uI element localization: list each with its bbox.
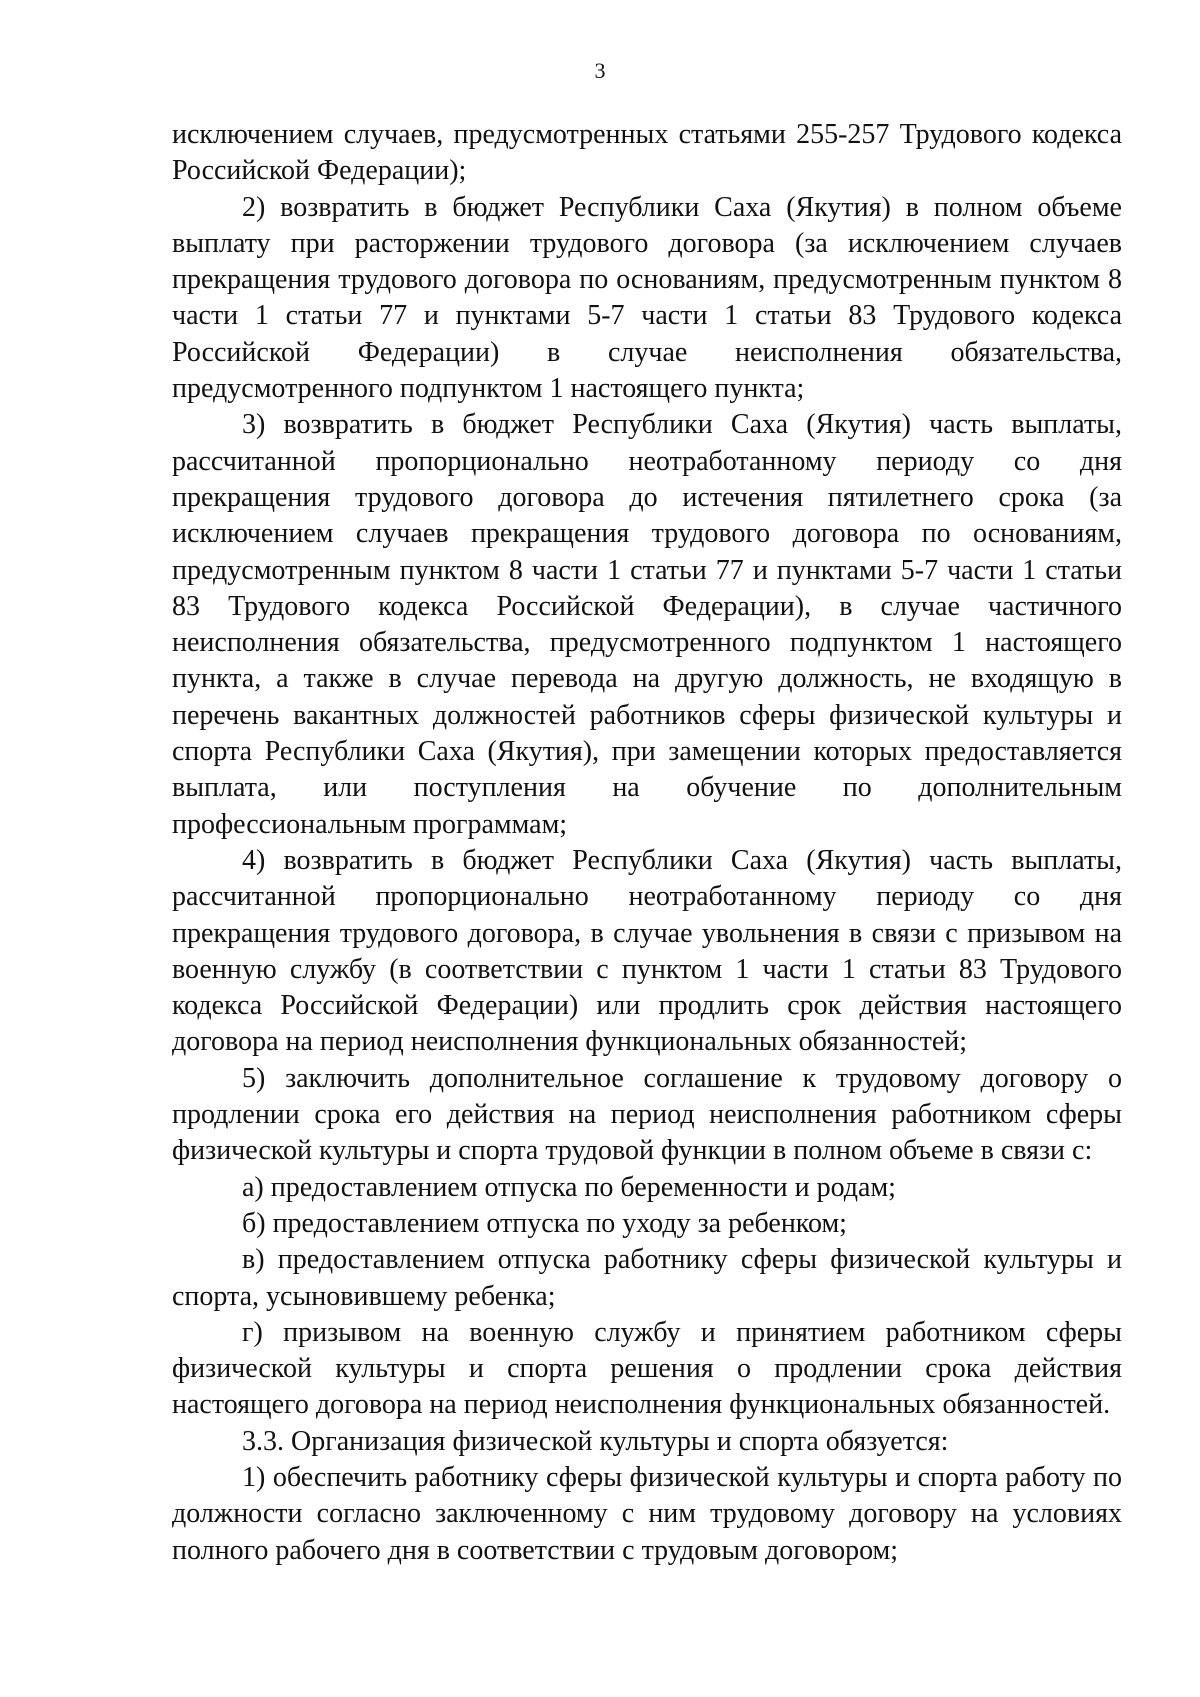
paragraph-subitem-b: б) предоставлением отпуска по уходу за ребенком; xyxy=(242,1207,847,1239)
paragraph-item-4: 4) возвратить в бюджет Республики Саха (Якутия) часть выплаты, рассчитанной пропорционально неотработанному периоду со дня прекращения трудового договора, в случае увольнения в связи с призывом на военную службу (в соответствии с пунктом 1 части 1 статьи 83 Трудового кодекса Российской Федерации) или продлить срок действия настоящего договора на период неисполнения функциональных обязанностей; xyxy=(172,844,1122,1058)
page-number: 3 xyxy=(594,58,606,83)
paragraph-continuation: исключением случаев, предусмотренных статьями 255-257 Трудового кодекса Российской Федерации); xyxy=(172,119,1122,187)
paragraph-item-5: 5) заключить дополнительное соглашение к трудовому договору о продлении срока его действия на период неисполнения работником сферы физической культуры и спорта трудовой функции в полном объеме в связи с: xyxy=(172,1062,1122,1167)
paragraph-subitem-g: г) призывом на военную службу и принятием работником сферы физической культуры и спорта решения о продлении срока действия настоящего договора на период неисполнения функциональных обязанностей. xyxy=(172,1316,1122,1421)
section-heading-3-3: 3.3. Организация физической культуры и спорта обязуется: xyxy=(242,1425,949,1457)
paragraph-item-2: 2) возвратить в бюджет Республики Саха (Якутия) в полном объеме выплату при расторжении трудового договора (за исключением случаев прекращения трудового договора по основаниям, предусмотренным пунктом 8 части 1 статьи 77 и пунктами 5-7 части 1 статьи 83 Трудового кодекса Российской Федерации) в случае неисполнения обязательства, предусмотренного подпунктом 1 настоящего пункта; xyxy=(172,191,1122,405)
paragraph-subitem-v: в) предоставлением отпуска работнику сферы физической культуры и спорта, усыновившему ребенка; xyxy=(172,1244,1122,1312)
paragraph-item-3: 3) возвратить в бюджет Республики Саха (Якутия) часть выплаты, рассчитанной пропорционально неотработанному периоду со дня прекращения трудового договора до истечения пятилетнего срока (за исключением случаев прекращения трудового договора по основаниям, предусмотренным пунктом 8 части 1 статьи 77 и пунктами 5-7 части 1 статьи 83 Трудового кодекса Российской Федерации), в случае частичного неисполнения обязательства, предусмотренного подпунктом 1 настоящего пункта, а также в случае перевода на другую должность, не входящую в перечень вакантных должностей работников сферы физической культуры и спорта Республики Саха (Якутия), при замещении которых предоставляется выплата, или поступления на обучение по дополнительным профессиональным программам; xyxy=(172,409,1122,840)
paragraph-subitem-a: а) предоставлением отпуска по беременности и родам; xyxy=(242,1171,896,1203)
document-body xyxy=(172,117,1122,1569)
paragraph-3-3-item-1: 1) обеспечить работнику сферы физической культуры и спорта работу по должности согласно заключенному с ним трудовому договору на условиях полного рабочего дня в соответствии с трудовым договором; xyxy=(172,1461,1122,1566)
